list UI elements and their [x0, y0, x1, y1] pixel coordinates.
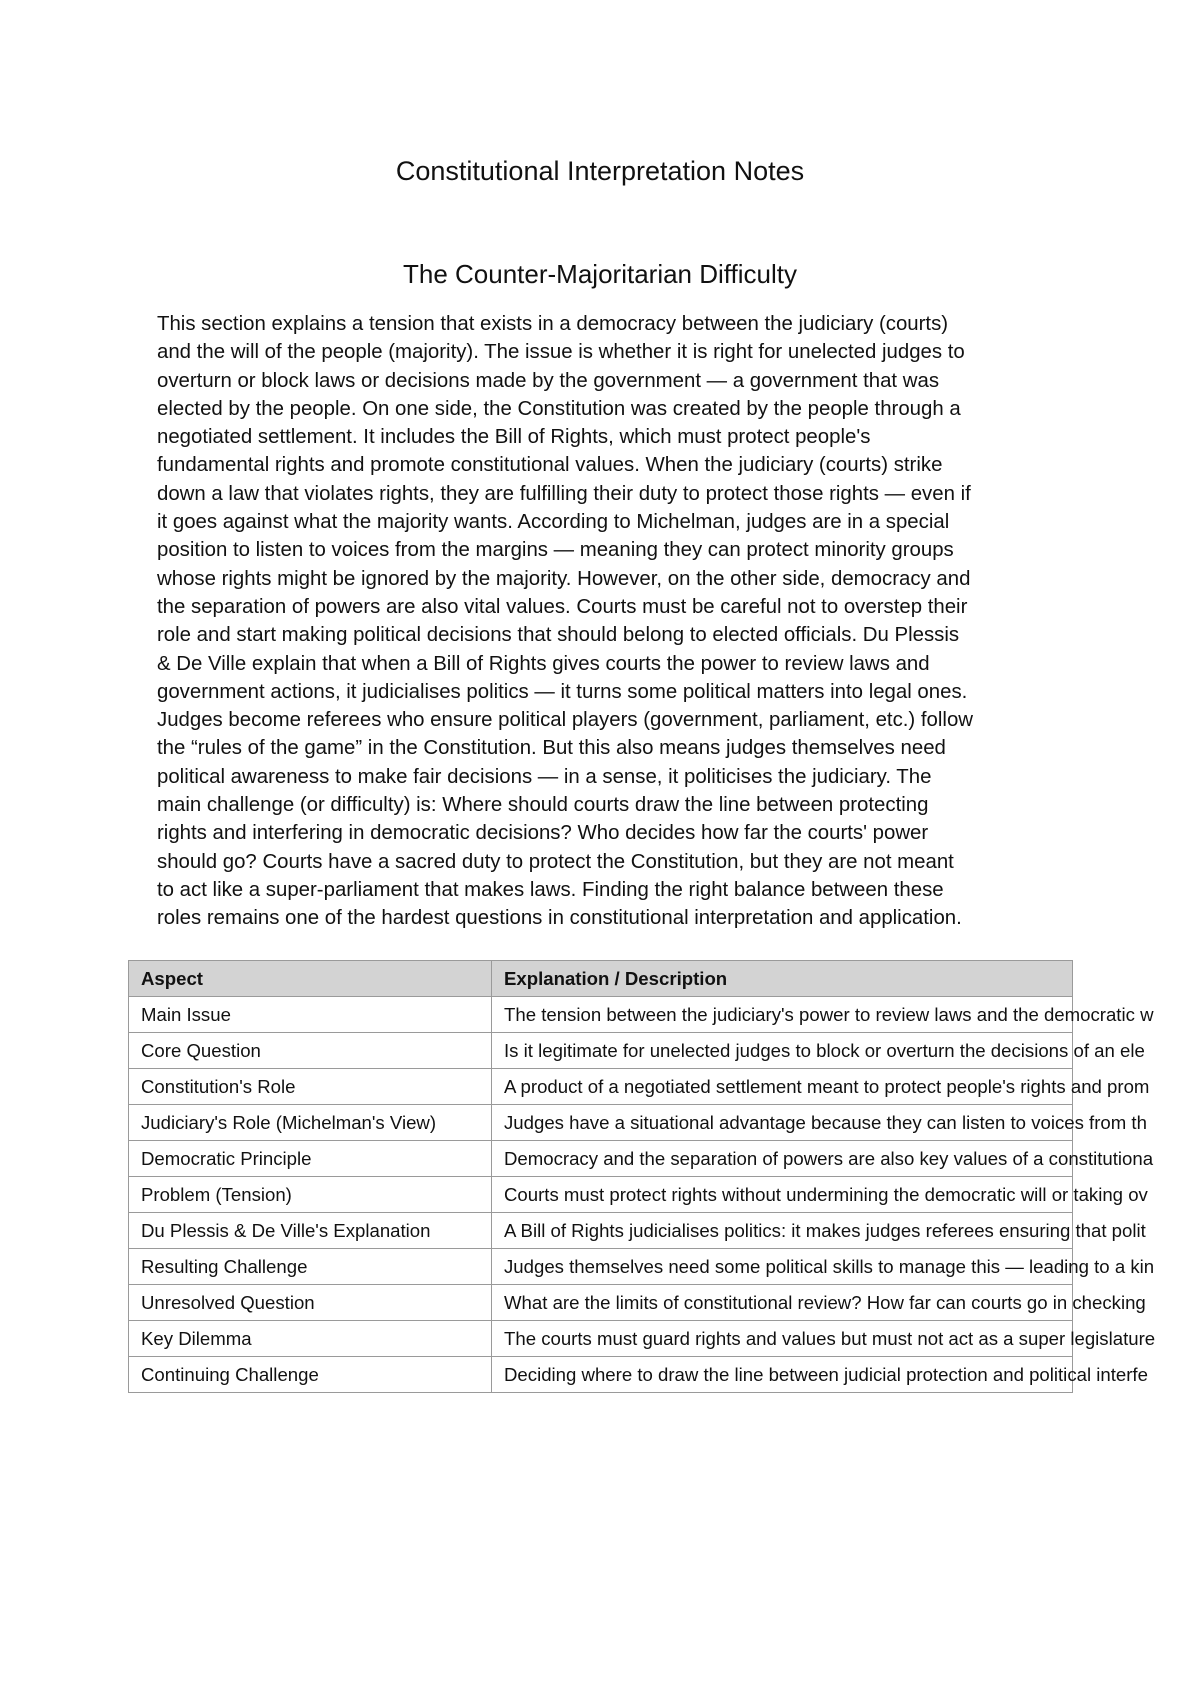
aspect-cell: Unresolved Question [129, 1285, 492, 1321]
paragraph-line: negotiated settlement. It includes the Bill of Rights, which must protect people's [157, 426, 871, 449]
aspect-cell: Problem (Tension) [129, 1177, 492, 1213]
aspects-table [128, 960, 1156, 1393]
paragraph-line: roles remains one of the hardest questions in constitutional interpretation and application. [157, 907, 962, 930]
paragraph-line: should go? Courts have a sacred duty to protect the Constitution, but they are not meant [157, 850, 954, 873]
table-row [129, 1357, 1073, 1393]
explanation-cell: What are the limits of constitutional review? How far can courts go in checking [492, 1285, 1073, 1321]
aspect-cell: Judiciary's Role (Michelman's View) [129, 1105, 492, 1141]
aspect-cell: Constitution's Role [129, 1069, 492, 1105]
explanation-cell: Is it legitimate for unelected judges to block or overturn the decisions of an ele [492, 1033, 1073, 1069]
table-body [129, 997, 1156, 1393]
aspect-cell: Main Issue [129, 997, 492, 1033]
table-row [129, 1033, 1073, 1069]
header-aspect: Aspect [129, 961, 492, 997]
explanation-cell: Deciding where to draw the line between judicial protection and political interfe [492, 1357, 1073, 1393]
section-paragraph [157, 310, 1057, 933]
table-row [129, 1069, 1073, 1105]
paragraph-line: This section explains a tension that exists in a democracy between the judiciary (courts) [157, 313, 949, 335]
explanation-cell: Democracy and the separation of powers are also key values of a constitutiona [492, 1141, 1073, 1177]
paragraph-line: to act like a super-parliament that makes laws. Finding the right balance between these [157, 878, 944, 901]
paragraph-line: fundamental rights and promote constitutional values. When the judiciary (courts) strike [157, 454, 943, 477]
paragraph-line: the separation of powers are also vital values. Courts must be careful not to overstep their [157, 595, 968, 618]
paragraph-line: political awareness to make fair decisions — in a sense, it politicises the judiciary. The [157, 765, 932, 788]
table-row [129, 1105, 1073, 1141]
aspect-cell: Continuing Challenge [129, 1357, 492, 1393]
explanation-cell: A Bill of Rights judicialises politics: it makes judges referees ensuring that polit [492, 1213, 1073, 1249]
table-row [129, 1285, 1073, 1321]
explanation-cell: Courts must protect rights without undermining the democratic will or taking ov [492, 1177, 1073, 1213]
paragraph-line: it goes against what the majority wants. According to Michelman, judges are in a special [157, 511, 950, 534]
explanation-cell: Judges themselves need some political skills to manage this — leading to a kin [492, 1249, 1073, 1285]
explanation-cell: The tension between the judiciary's power to review laws and the democratic w [492, 997, 1073, 1033]
document-title: Constitutional Interpretation Notes [395, 156, 805, 186]
paragraph-line: position to listen to voices from the margins — meaning they can protect minority groups [157, 539, 954, 562]
explanation-cell: Judges have a situational advantage because they can listen to voices from th [492, 1105, 1073, 1141]
explanation-cell: The courts must guard rights and values but must not act as a super legislature [492, 1321, 1073, 1357]
paragraph-line: rights and interfering in democratic decisions? Who decides how far the courts' power [157, 822, 929, 845]
aspect-cell: Resulting Challenge [129, 1249, 492, 1285]
table-row [129, 997, 1073, 1033]
table-row [129, 1177, 1073, 1213]
aspect-cell: Democratic Principle [129, 1141, 492, 1177]
section-title: The Counter-Majoritarian Difficulty [403, 259, 797, 289]
header-explanation: Explanation / Description [492, 961, 1073, 997]
aspects-table-container [128, 960, 1200, 1400]
explanation-cell: A product of a negotiated settlement meant to protect people's rights and prom [492, 1069, 1073, 1105]
paragraph-line: Judges become referees who ensure political players (government, parliament, etc.) follow [157, 709, 974, 732]
aspect-cell: Du Plessis & De Ville's Explanation [129, 1213, 492, 1249]
paragraph-line: government actions, it judicialises politics — it turns some political matters into legal ones. [157, 680, 968, 703]
table-header-row [129, 961, 1073, 997]
table-row [129, 1249, 1073, 1285]
paragraph-line: overturn or block laws or decisions made by the government — a government that was [157, 369, 940, 392]
table-row [129, 1321, 1073, 1357]
paragraph-line: & De Ville explain that when a Bill of Rights gives courts the power to review laws and [157, 652, 930, 675]
table-row [129, 1213, 1073, 1249]
paragraph-line: the “rules of the game” in the Constitution. But this also means judges themselves need [157, 737, 946, 760]
aspect-cell: Key Dilemma [129, 1321, 492, 1357]
paragraph-line: whose rights might be ignored by the majority. However, on the other side, democracy and [157, 567, 971, 590]
paragraph-line: and the will of the people (majority). The issue is whether it is right for unelected judges to [157, 341, 965, 364]
paragraph-line: main challenge (or difficulty) is: Where should courts draw the line between protecting [157, 794, 929, 817]
aspect-cell: Core Question [129, 1033, 492, 1069]
paragraph-line: elected by the people. On one side, the Constitution was created by the people through a [157, 397, 961, 420]
paragraph-line: role and start making political decisions that should belong to elected officials. Du Plessis [157, 624, 960, 647]
table-row [129, 1141, 1073, 1177]
paragraph-line: down a law that violates rights, they are fulfilling their duty to protect those rights — even if [157, 482, 971, 505]
